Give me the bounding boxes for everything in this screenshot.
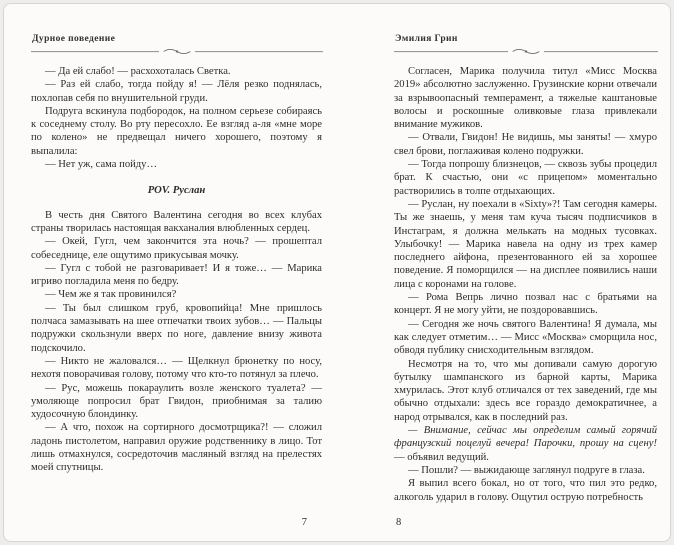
page-right <box>394 4 658 541</box>
paragraph: — Нет уж, сама пойду… <box>45 159 158 171</box>
reader-frame <box>3 3 671 542</box>
paragraph: — Чем же я так провинился? <box>45 289 177 301</box>
section-heading: POV. Руслан <box>147 185 206 197</box>
header-divider-left <box>31 47 323 56</box>
paragraph: — Ты был слишком груб, кровопийца! Мне пришлось полчаса замазывать на шее отпечатки твоих зубов… — Пальцы подружки скользнули вверх по ноге, давление внизу живота подскочило. <box>31 302 322 354</box>
paragraph: — Внимание, сейчас мы определим самый горячий французский поцелуй вечера! Парочки, прошу на сцену! — объявил ведущий. <box>394 425 657 463</box>
paragraph: — Рус, можешь покараулить возле женского туалета? — умоляюще попросил брат Гвидон, приобнимая за талию худосочную блондинку. <box>31 382 322 421</box>
paragraph: — Раз ей слабо, тогда пойду я! — Лёля резко поднялась, похлопав себя по внушительной груди. <box>31 79 322 104</box>
book-spread <box>4 4 670 541</box>
header-divider-right <box>394 47 658 56</box>
paragraph: — Руслан, ну поехали в «Sixty»?! Там сегодня камеры. Ты же знаешь, у меня там куча тысяч подписчиков в Инстаграм, я должна мелькать на модных тусовках. Улыбочку! — Марика навела на одну из трех камер последнего айфона, презентованного ей за хорошее поведение. Я поморщился — на дисплее появились наши лица с коронами на голове. <box>394 198 657 290</box>
paragraph: Согласен, Марика получила титул «Мисс Москва 2019» абсолютно заслуженно. Грузинские корни отвечали за взрывоопасный темперамент, а тяжелые каштановые волосы и роскошные оливковые глаза привлекали внимание мужиков. <box>394 66 657 131</box>
paragraph: Подруга вскинула подбородок, на полном серьезе собираясь к соседнему столу. Во рту пересохло. Ее взгляд а-ля «мне море по колено» не предвещал ничего хорошего, поэтому я выпалила: <box>31 105 322 157</box>
running-head-left: Дурное поведение <box>32 34 116 44</box>
paragraph: — Гугл с тобой не разговаривает! И я тоже… — Марика игриво погладила меня по бедру. <box>31 262 322 288</box>
page-number-left: 7 <box>301 517 307 528</box>
paragraph: — Да ей слабо! — расхохоталась Светка. <box>45 66 231 77</box>
page-body-right <box>394 65 658 504</box>
divider-flourish-icon <box>508 47 544 56</box>
page-left <box>31 4 323 541</box>
paragraph: — Сегодня же ночь святого Валентина! Я думала, мы как следует отметим… — Мисс «Москва» сморщила нос, обводя публику снисходительным взглядом. <box>394 318 657 357</box>
paragraph: — Тогда попрошу близнецов, — сквозь зубы процедил брат. К счастью, они «с прицепом» моментально растворились в толпе отдыхающих. <box>394 159 657 197</box>
page-number-right: 8 <box>396 517 402 528</box>
running-head-right: Эмилия Грин <box>395 34 458 44</box>
paragraph: В честь дня Святого Валентина сегодня во всех клубах страны творилась настоящая вакханалия влюбленных сердец. <box>31 209 322 234</box>
paragraph: — Пошли? — выжидающе заглянул подруге в глаза. <box>408 464 645 476</box>
paragraph: — Рома Вепрь лично позвал нас с братьями на концерт. Я не могу уйти, не поздоровавшись. <box>394 292 657 317</box>
paragraph: — Отвали, Гвидон! Не видишь, мы заняты! — хмуро свел брови, поглаживая колено подружки. <box>394 132 657 157</box>
divider-line <box>31 51 159 52</box>
paragraph: — А что, похож на сортирного досмотрщика?! — сложил ладонь пистолетом, направил оружие родственнику в лицо. Тот лишь отмахнулся, сосредоточив масляный взгляд на прелестях моей спутницы. <box>31 422 322 474</box>
paragraph: Я выпил всего бокал, но от того, что пил это редко, алкоголь ударил в голову. Ощутил острую потребность <box>394 478 657 503</box>
divider-line <box>394 51 508 52</box>
paragraph: — Окей, Гугл, чем закончится эта ночь? — прошептал собеседнице, еле ощутимо прикусывая мочку. <box>31 236 322 261</box>
paragraph: — Никто не жаловался… — Щелкнул брюнетку по носу, нехотя поворачивая голову, потому что кто-то потянул за плечо. <box>31 355 322 381</box>
divider-line <box>544 51 658 52</box>
divider-line <box>195 51 323 52</box>
paragraph: Несмотря на то, что мы допивали самую дорогую бутылку шампанского из барной карты, Марика хмурилась. Этот клуб отличался от тех заведений, где мы обычно отдыхали: здесь все гораздо демократичнее, а народ отрывался, как в последний раз. <box>394 358 657 423</box>
divider-flourish-icon <box>159 47 195 56</box>
page-body-left <box>31 65 323 475</box>
